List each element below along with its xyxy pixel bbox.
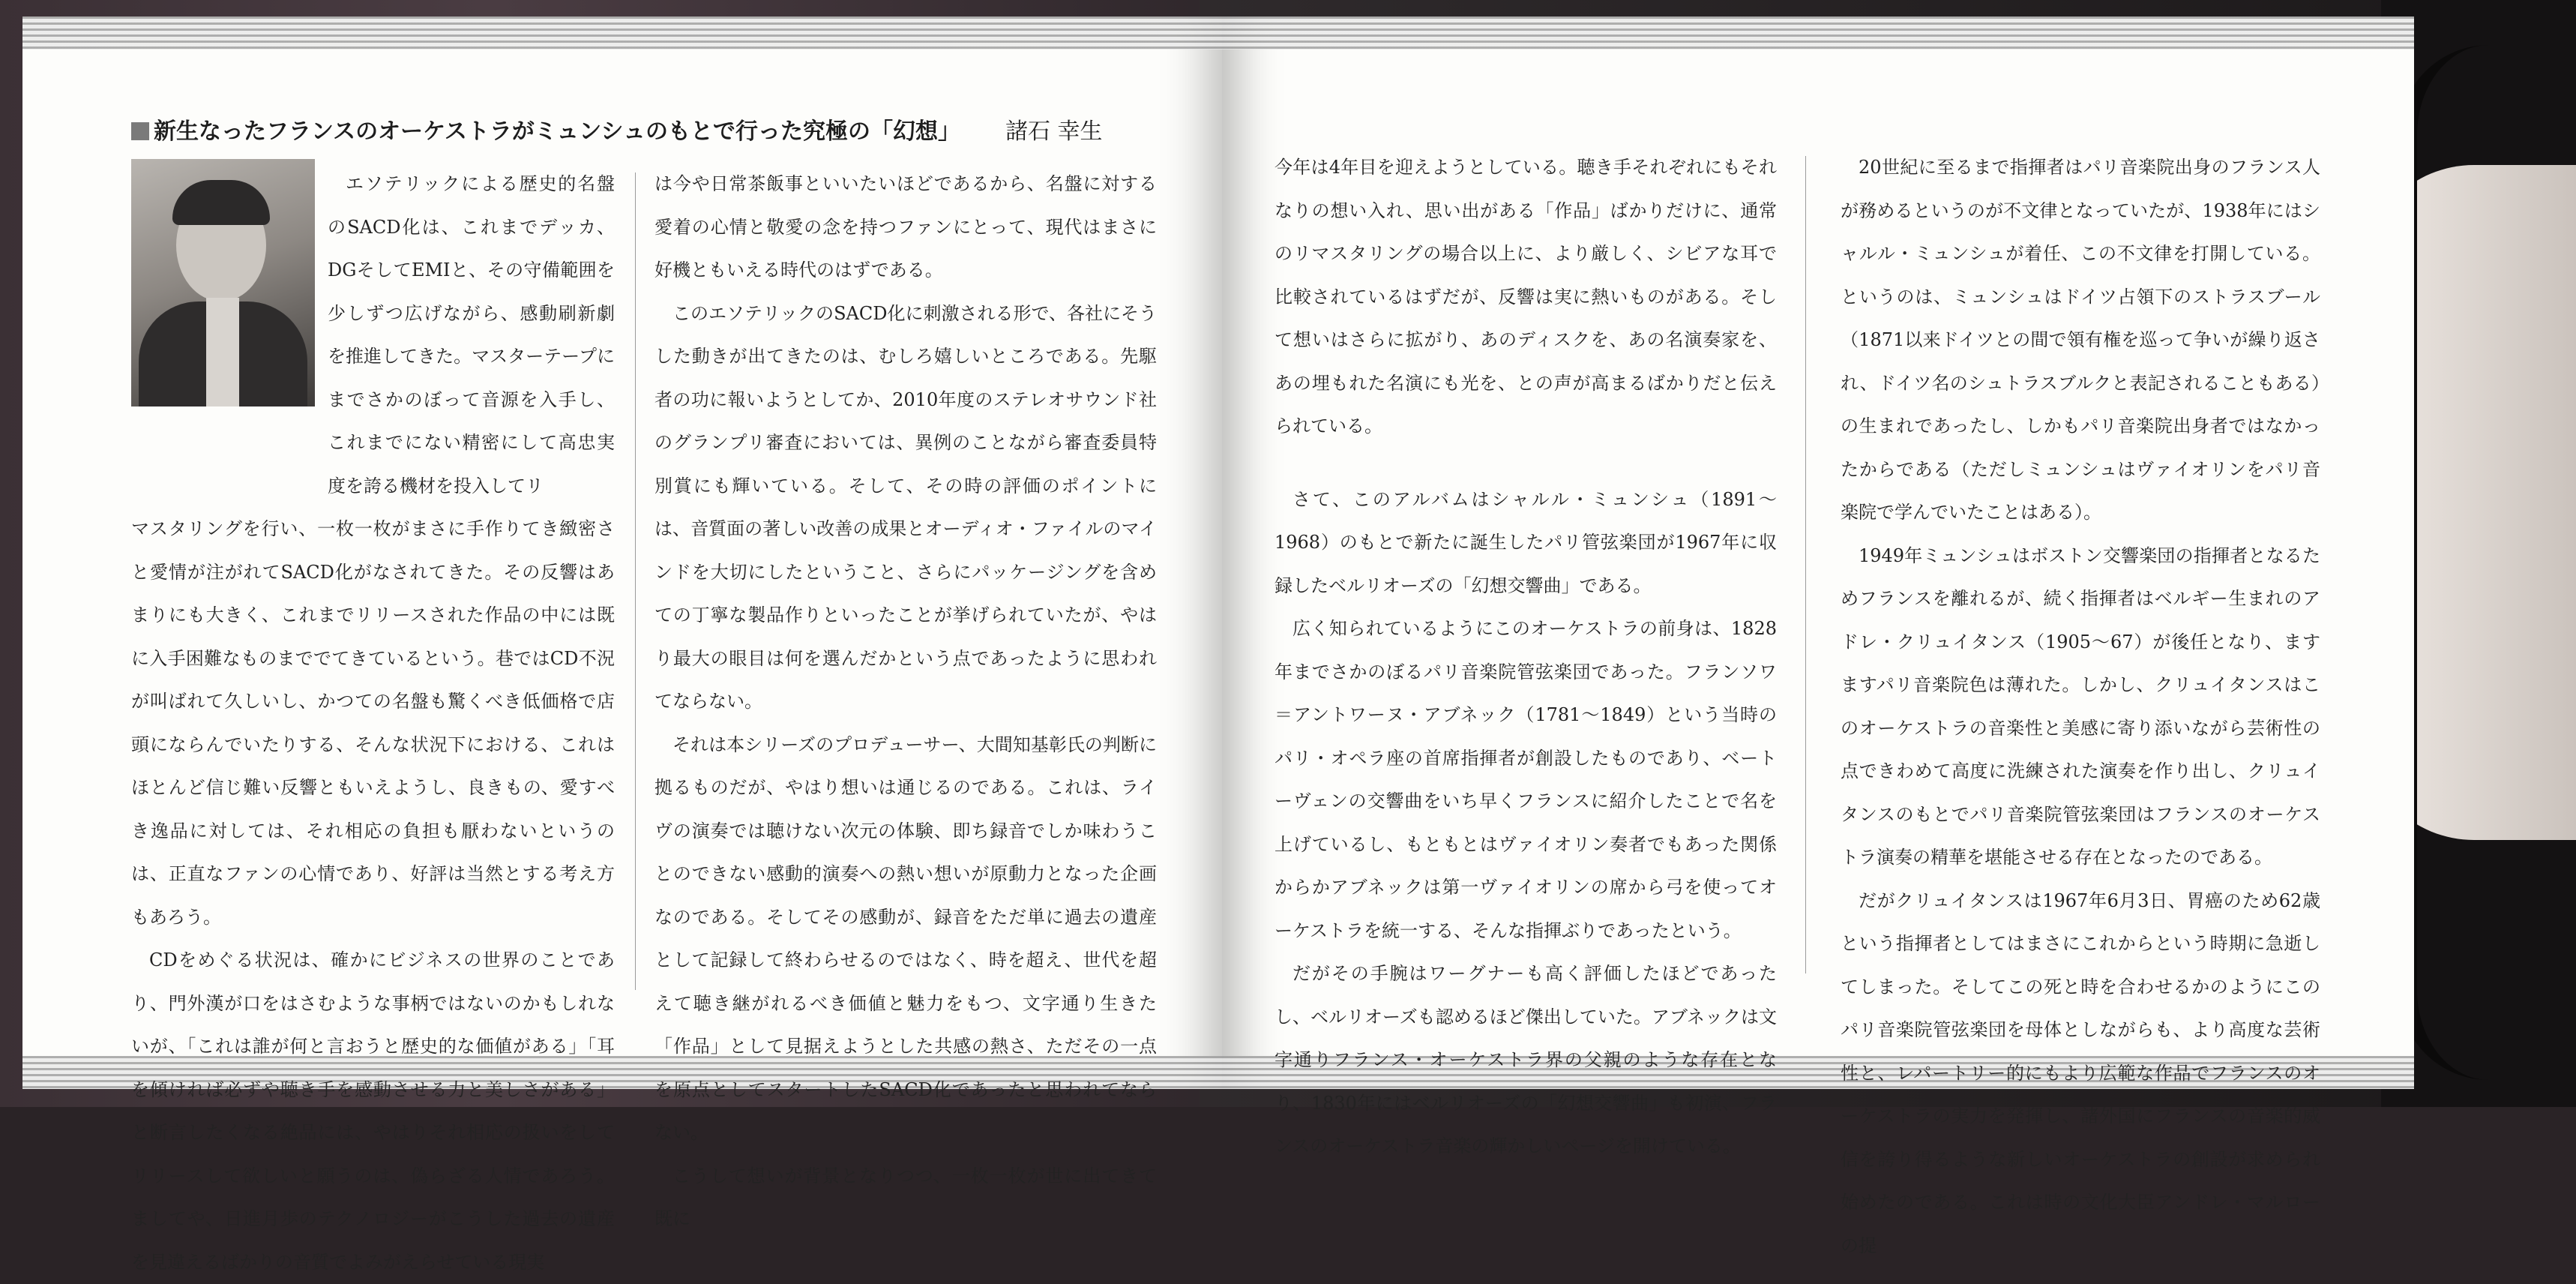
text-column-3 (1275, 146, 1777, 1168)
left-page (22, 16, 1222, 1273)
text-column-4 (1841, 146, 2320, 1268)
paragraph: CDをめぐる状況は、確かにビジネスの世界のことであり、門外漢が口をはさむような事柄ではないのかもしれないが、「これは誰が何と言おうと歴史的な価値がある」「耳を傾ければ必ずや聴き手を感動させる力と美しさがある」と断言したくなる絶品には、やはりそれ相応の扱いをしてリリースして欲しいと願うのは、偽らざる人情であろう。ましてや、日進月歩のテクノロジーがこうした過去の遺産を見違えるばかりの音質でよみがえらせている現実 (131, 950, 615, 1273)
paragraph: さて、このアルバムはシャルル・ミュンシュ（1891〜1968）のもとで新たに誕生したパリ管弦楽団が1967年に収録したベルリオーズの「幻想交響曲」である。 (1275, 488, 1777, 596)
paragraph: 20世紀に至るまで指揮者はパリ音楽院出身のフランス人が務めるというのが不文律となっていたが、1938年にはシャルル・ミュンシュが着任、この不文律を打開している。というのは、ミュンシュはドイツ占領下のストラスブール（1871以来ドイツとの間で領有権を巡って争いが繰り返され、ドイツ名のシュトラスブルクと表記されることもある）の生まれであったし、しかもパリ音楽院出身者ではなかったからである（ただしミュンシュはヴァイオリンをパリ音楽院で学んでいたことはある）。 (1841, 157, 2320, 523)
paragraph: 今年は4年目を迎えようとしている。聴き手それぞれにもそれなりの想い入れ、思い出がある「作品」ばかりだけに、通常のリマスタリングの場合以上に、より厳しく、シビアな耳で比較されているはずだが、反響は実に熱いものがある。そして想いはさらに拡がり、あのディスクを、あの名演奏家を、あの埋もれた名演にも光を、との声が高まるばかりだと伝えられている。 (1275, 157, 1777, 436)
article-title: 新生なったフランスのオーケストラがミュンシュのもとで行った究極の「幻想」 (154, 118, 960, 145)
paragraph: 広く知られているようにこのオーケストラの前身は、1828年までさかのぼるパリ音楽院管弦楽団であった。フランソワ＝アントワーヌ・アブネック（1781〜1849）という当時のパリ・オペラ座の首席指揮者が創設したものであり、ベートーヴェンの交響曲をいち早くフランスに紹介したことで名を上げているし、もともとはヴァイオリン奏者でもあった関係からかアブネックは第一ヴァイオリンの席から弓を使ってオーケストラを統一する、そんな指揮ぶりであったという。 (1275, 618, 1777, 941)
column-divider (1805, 156, 1806, 974)
heading-square-icon (131, 122, 149, 140)
cd-tray (2399, 45, 2576, 1080)
paragraph: は今や日常茶飯事といいたいほどであるから、名盤に対する愛着の心情と敬愛の念を持つファンにとって、現代はまさに好機ともいえる時代のはずである。 (654, 173, 1157, 280)
paragraph: こうして想いが背景となりつつ、一枚一枚が世に出てきて既に (654, 1165, 1157, 1229)
paragraph: 1949年ミュンシュはボストン交響楽団の指揮者となるためフランスを離れるが、続く指揮者はベルギー生まれのアドレ・クリュイタンス（1905〜67）が後任となり、ますますパリ音楽院色は薄れた。しかし、クリュイタンスはこのオーケストラの音楽性と美感に寄り添いながら芸術性の点できわめて高度に洗練された演奏を作り出し、クリュイタンスのもとでパリ音楽院管弦楽団はフランスのオーケストラ演奏の精華を堪能させる存在となったのである。 (1841, 544, 2320, 868)
article-author: 諸石 幸生 (1005, 118, 1103, 145)
paragraph: だがクリュイタンスは1967年6月3日、胃癌のため62歳という指揮者としてはまさにこれからという時期に急逝してしまった。そしてこの死と時を合わせるかのようにこのパリ音楽院管弦楽団を母体としながらも、より高度な芸術性と、レパートリー的にもより広範な作品でフランスのオーケストラの実力を発揮し、諸外国にフランスの音楽的威信を誇り得るような新しいオーケストラの創設が求められ始めたのである。これは時の文化大臣アンドレ・マルローの提 (1841, 890, 2320, 1256)
decorative-stripe-top (22, 16, 1222, 50)
decorative-stripe-top (1222, 16, 2414, 50)
paragraph: だがその手腕はワーグナーも高く評価したほどであったし、ベルリオーズも認めるほど傑出していた。アブネックは文字通りフランス・オーケストラ界の父親のような存在となり、1830年にはベルリオーズの「幻想交響曲」も初演、フランスのオーケストラ音楽の輝かしいページを開けている。 (1275, 963, 1777, 1156)
column-divider (635, 172, 636, 990)
paragraph: マスタリングを行い、一枚一枚がまさに手作りてき緻密さと愛情が注がれてSACD化がなされてきた。その反響はあまりにも大きく、これまでリリースされた作品の中には既に入手困難なものまででてきているという。巷ではCD不況が叫ばれて久しいし、かつての名盤も驚くべき低価格で店頭にならんでいたりする、そんな状況下における、これはほとんど信じ難い反響ともいえようし、良きもの、愛すべき逸品に対しては、それ相応の負担も厭わないというのは、正直なファンの心情であり、好評は当然とする考え方もあろう。 (131, 518, 615, 928)
article-heading (131, 112, 1106, 146)
paragraph: このエソテリックのSACD化に刺激される形で、各社にそうした動きが出てきたのは、むしろ嬉しいところである。先駆者の功に報いようとしてか、2010年度のステレオサウンド社のグランプリ審査においては、異例のことながら審査委員特別賞にも輝いている。そして、その時の評価のポイントには、音質面の著しい改善の成果とオーディオ・ファイルのマインドを大切にしたということ、さらにパッケージングを含めての丁寧な製品作りといったことが挙げられていたが、やはり最大の眼目は何を選んだかという点であったように思われてならない。 (654, 302, 1157, 712)
paragraph: エソテリックによる歴史的名盤のSACD化は、これまでデッカ、DGそしてEMIと、その守備範囲を少しずつ広げながら、感動刷新劇を推進してきた。マスターテープにまでさかのぼって音源を入手し、これまでにない精密にして高忠実度を誇る機材を投入してリ (328, 173, 615, 496)
text-column-1 (131, 163, 615, 1284)
text-column-2 (654, 163, 1157, 1241)
paragraph: それは本シリーズのプロデューサー、大間知基彰氏の判断に拠るものだが、やはり想いは通じるのである。これは、ライヴの演奏では聴けない次元の体験、即ち録音でしか味わうことのできない感動的演奏への熱い想いが原動力となった企画なのである。そしてその感動が、録音をただ単に過去の遺産として記録して終わらせるのではなく、時を超え、世代を超えて聴き継がれるべき価値と魅力をもつ、文字通り生きた「作品」として見据えようとした共感の熱さ、ただその一点を原点としてスタートしたSACD化であったと思われてならない。 (654, 734, 1157, 1143)
